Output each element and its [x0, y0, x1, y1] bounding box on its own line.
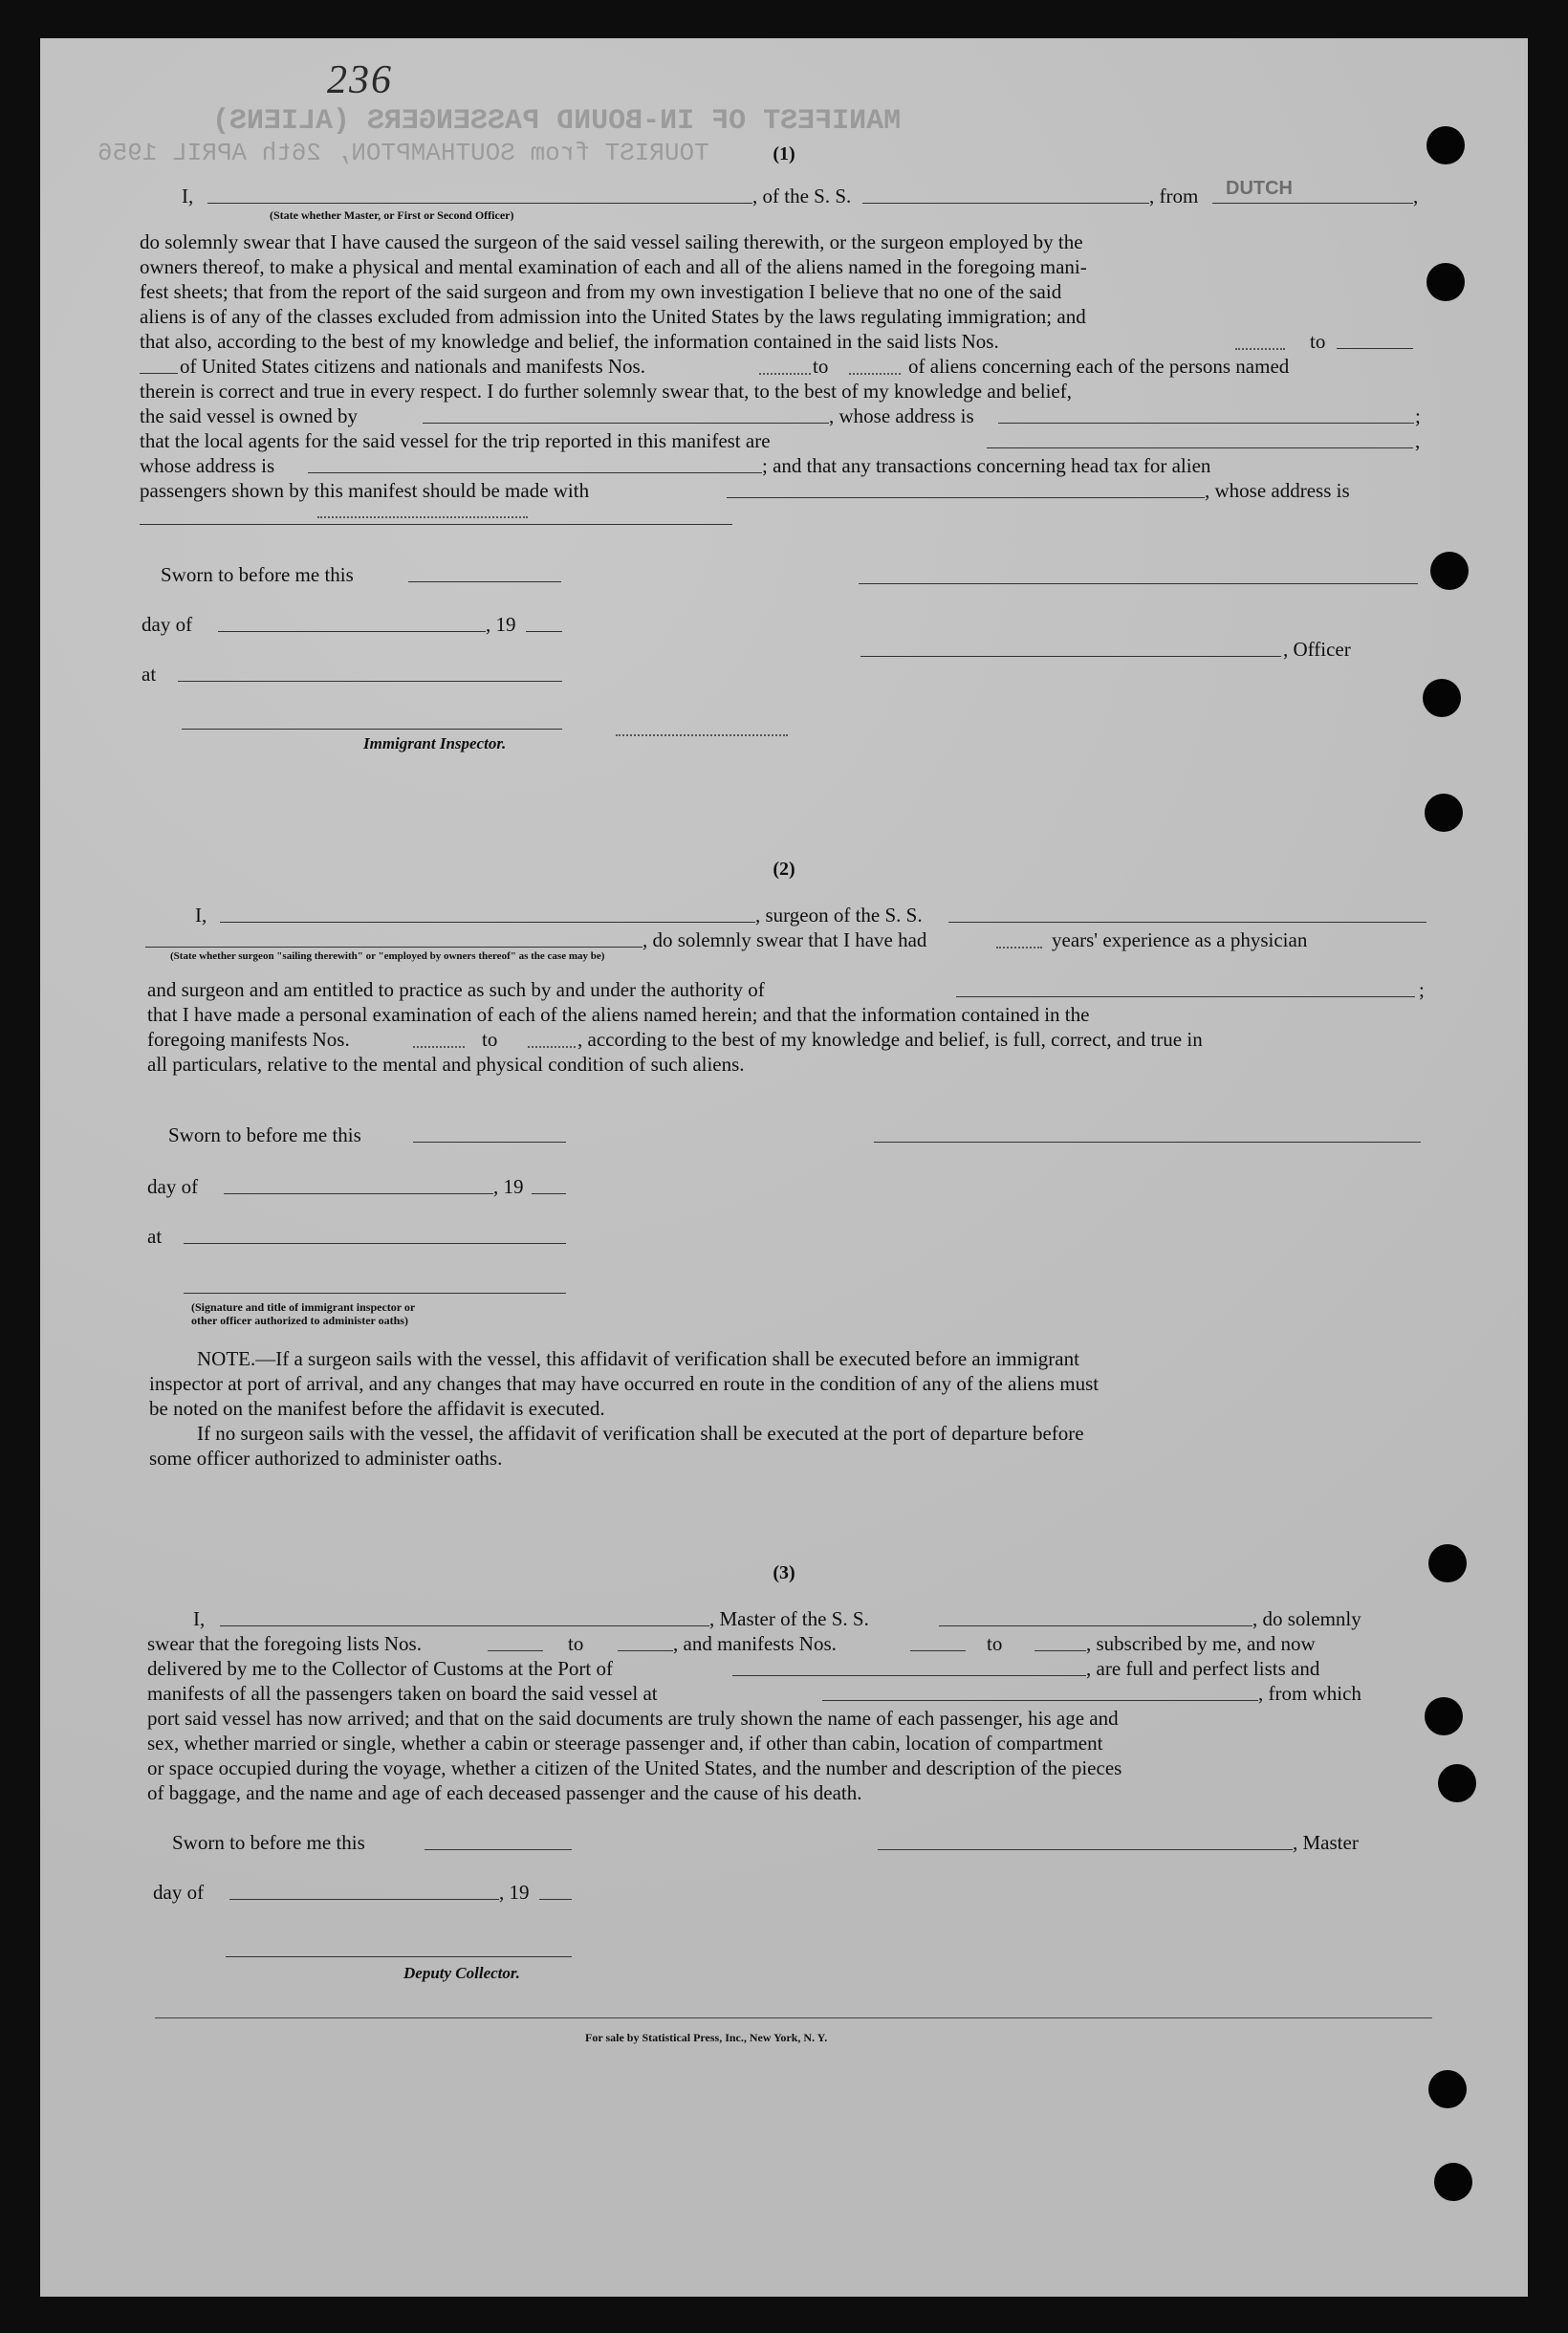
s1-intro-i: I, — [182, 185, 194, 207]
note-line-3: be noted on the manifest before the affidavit is executed. — [149, 1397, 605, 1420]
s1-line-j1: whose address is — [140, 454, 275, 477]
s2-line-c3: , according to the best of my knowledge and belief, is full, correct, and true in — [577, 1028, 1203, 1051]
s2-manifests-to-field[interactable] — [528, 1046, 576, 1048]
s2-at-field[interactable] — [184, 1243, 566, 1244]
binder-hole — [1438, 1764, 1476, 1802]
s3-l2e: , subscribed by me, and now — [1086, 1632, 1316, 1655]
note-line-1: NOTE.—If a surgeon sails with the vessel, this affidavit of verification shall be executed before an immigrant — [197, 1347, 1079, 1370]
s1-line-g: therein is correct and true in every respect. I do further solemnly swear that, to the best of my knowledge and belief, — [140, 380, 1072, 403]
s1-line-k1: passengers shown by this manifest should be made with — [140, 479, 590, 502]
s1-of-ss: , of the S. S. — [752, 185, 852, 207]
s3-l6: sex, whether married or single, whether a cabin or steerage passenger and, if other than cabin, location of compartment — [147, 1732, 1103, 1755]
s1-dotted-mark — [616, 734, 788, 736]
s3-l2c: , and manifests Nos. — [673, 1632, 837, 1655]
s3-year-field[interactable] — [539, 1899, 572, 1900]
s1-from-value: DUTCH — [1226, 178, 1293, 199]
s1-sworn-day-field[interactable] — [408, 581, 561, 582]
s3-master-of: , Master of the S. S. — [709, 1607, 869, 1630]
s2-manifests-from-field[interactable] — [413, 1046, 465, 1048]
s2-authority-field[interactable] — [956, 996, 1415, 997]
s1-sworn: Sworn to before me this — [161, 563, 354, 586]
s1-head-tax-address-field[interactable] — [317, 516, 528, 518]
s1-owner-address-field[interactable] — [998, 423, 1414, 424]
s1-line-d: aliens is of any of the classes excluded from admission into the United States by the laws regulating immigration; and — [140, 305, 1086, 328]
s1-line-e2: to — [1310, 330, 1326, 353]
s2-nineteen: , 19 — [493, 1175, 524, 1198]
binder-hole — [1434, 2163, 1472, 2201]
s3-l3a: delivered by me to the Collector of Customs at the Port of — [147, 1657, 613, 1680]
s2-day-of: day of — [147, 1175, 199, 1198]
s1-from: , from — [1149, 185, 1199, 207]
s1-blank-left[interactable] — [140, 373, 178, 374]
s2-at: at — [147, 1225, 163, 1248]
s1-lists-from-field[interactable] — [1235, 348, 1285, 350]
s3-name-field[interactable] — [220, 1625, 709, 1626]
note-line-4: If no surgeon sails with the vessel, the affidavit of verification shall be executed at the port of departure before — [197, 1422, 1084, 1445]
s1-lists-to-field[interactable] — [1337, 348, 1413, 349]
s1-name-field[interactable] — [207, 203, 752, 204]
s1-line-i2: , — [1415, 429, 1421, 452]
s1-inspector-signature-field[interactable] — [182, 729, 562, 730]
s3-l8: of baggage, and the name and age of each deceased passenger and the cause of his death. — [147, 1781, 862, 1804]
s2-year-field[interactable] — [532, 1193, 566, 1194]
s2-line-a2: ; — [1419, 978, 1425, 1001]
binder-hole — [1426, 263, 1465, 301]
s1-month-field[interactable] — [218, 631, 486, 632]
s1-manifests-from-field[interactable] — [759, 373, 811, 375]
s1-line-h2: , whose address is — [829, 404, 974, 427]
s3-manifests-to-field[interactable] — [1034, 1650, 1086, 1651]
footer-rule — [155, 2017, 1432, 2018]
s2-swear: , do solemnly swear that I have had — [642, 928, 927, 951]
s3-deputy-label: Deputy Collector. — [403, 1964, 520, 1982]
s1-from-field[interactable] — [1212, 203, 1413, 204]
s2-years: years' experience as a physician — [1052, 928, 1308, 951]
s1-head-tax-field[interactable] — [727, 497, 1205, 498]
s3-l2d: to — [987, 1632, 1003, 1655]
s2-surgeon-signature-field[interactable] — [874, 1142, 1421, 1143]
bleedthrough-line-1: MANIFEST OF IN-BOUND PASSENGERS (ALIENS) — [212, 105, 902, 138]
s1-line-c: fest sheets; that from the report of the said surgeon and from my own investigation I believe that no one of the said — [140, 280, 1062, 303]
s3-master-label: , Master — [1293, 1831, 1359, 1854]
binder-hole — [1425, 794, 1463, 832]
s3-do-solemnly: , do solemnly — [1252, 1607, 1361, 1630]
s3-l7: or space occupied during the voyage, whether a citizen of the United States, and the number and description of the pieces — [147, 1756, 1122, 1779]
s3-master-signature-field[interactable] — [878, 1849, 1293, 1850]
s1-line-e1: that also, according to the best of my knowledge and belief, the information contained in the said lists Nos. — [140, 330, 999, 353]
s3-day-of: day of — [153, 1881, 205, 1904]
s1-agents-address-field[interactable] — [308, 472, 762, 473]
s3-lists-to-field[interactable] — [618, 1650, 673, 1651]
s1-at: at — [142, 663, 157, 686]
footer-publisher: For sale by Statistical Press, Inc., New York, N. Y. — [585, 2031, 828, 2044]
section-1-heading: (1) — [773, 143, 795, 164]
s3-lists-from-field[interactable] — [488, 1650, 543, 1651]
s2-line-c1: foregoing manifests Nos. — [147, 1028, 350, 1051]
s1-manifests-to-field[interactable] — [849, 373, 901, 375]
note-line-5: some officer authorized to administer oaths. — [149, 1447, 503, 1470]
s2-intro-i: I, — [195, 904, 207, 927]
s2-inspector-signature-field[interactable] — [184, 1293, 566, 1294]
s1-line-i1: that the local agents for the said vessel for the trip reported in this manifest are — [140, 429, 771, 452]
s2-line-a1: and surgeon and am entitled to practice as such by and under the authority of — [147, 978, 765, 1001]
bleedthrough-line-2: TOURIST from SOUTHAMPTON, 26th APRIL 1956 — [98, 139, 709, 167]
s1-year-field[interactable] — [526, 631, 562, 632]
section-2-heading: (2) — [773, 859, 795, 880]
s3-sworn-day-field[interactable] — [425, 1849, 572, 1850]
s1-state-note: (State whether Master, or First or Second Officer) — [270, 208, 514, 222]
binder-hole — [1425, 1697, 1463, 1735]
s3-l5: port said vessel has now arrived; and that on the said documents are truly shown the name of each passenger, his age and — [147, 1707, 1119, 1730]
s3-manifests-from-field[interactable] — [910, 1650, 966, 1651]
s3-l2a: swear that the foregoing lists Nos. — [147, 1632, 422, 1655]
binder-hole — [1428, 2070, 1467, 2108]
s2-sig-note-2: other officer authorized to administer oaths) — [191, 1314, 408, 1327]
section-3-heading: (3) — [773, 1562, 795, 1583]
s1-line-h1: the said vessel is owned by — [140, 404, 359, 427]
s1-line-k2: , whose address is — [1205, 479, 1350, 502]
s3-nineteen: , 19 — [499, 1881, 530, 1904]
s3-deputy-signature-field[interactable] — [226, 1956, 572, 1957]
s2-sworn-day-field[interactable] — [413, 1142, 566, 1143]
s3-port-field[interactable] — [732, 1675, 1086, 1676]
s2-sworn: Sworn to before me this — [168, 1123, 361, 1146]
s1-line-a: do solemnly swear that I have caused the surgeon of the said vessel sailing therewith, or the surgeon employed by the — [140, 230, 1083, 253]
s2-sig-note-1: (Signature and title of immigrant inspector or — [191, 1300, 416, 1314]
s1-line-f3: of aliens concerning each of the persons named — [908, 355, 1290, 378]
s1-officer-label: , Officer — [1283, 638, 1351, 661]
s3-month-field[interactable] — [229, 1899, 499, 1900]
s2-surgeon-type-field[interactable] — [145, 947, 642, 948]
s1-owner-field[interactable] — [423, 423, 829, 424]
s3-departure-field[interactable] — [822, 1700, 1258, 1701]
binder-hole — [1423, 679, 1461, 717]
form-sheet: 236 MANIFEST OF IN-BOUND PASSENGERS (ALIENS) TOURIST from SOUTHAMPTON, 26th APRIL 1956 (1) I, , of the S. S. , from DUTCH , (State whether Master, or First or Second Officer) do solemnly swear that I have caused the surgeon of the said vessel sailing therewith, or the surgeon employed by the owners thereof, to make a physical and mental examination of each and all of the aliens named in the foregoing mani- fest sheets; that from the report of the said surgeon and from my own investigation I believe that no one of the said aliens is of any of the classes excluded from admission into the United States by the laws regulating immigration; and that also, according to the best of my knowledge and belief, the information contained in the said lists Nos. to of United States citizens and nationals and manifests Nos. to of aliens concerning each of the persons named therein is correct and true in every respect. I do further solemnly swear that, to the best of my knowledge and belief, the said vessel is owned by , whose address is ; that the local agents for the said vessel for the trip reported in this manifest are , whose address is ; and that any transactions concerning head tax for alien passengers shown by this manifest should be made with , whose address is Sworn to before me this day of , 19 at Immigrant Inspector. , Officer (2) I, , surgeon of the S. S. , do solemnly swear that I have had years' experience as a physician (State whether surgeon "sailing therewith" or "employed by owners thereof" as the case may be) and surgeon and am entitled to practice as such by and under the authority of ; that I have made a personal examination of each of the aliens named herein; and that the information contained in the foregoing manifests Nos. to , according to the best of my knowledge and belief, is full, correct, and true in all particulars, relative to the mental and physical condition of such aliens. Sworn to before me this day of , 19 at (Signature and title of immigrant inspector or other officer authorized to administer oaths) NOTE.—If a surgeon sails with the vessel, this affidavit of verification shall be executed before an immigrant inspector at port of arrival, and any changes that may have occurred en route in the condition of any of the aliens must be noted on the manifest before the affidavit is executed. If no surgeon sails with the vessel, the affidavit of verification shall be executed at the port of departure before some officer authorized to administer oaths. (3) I, , Master of the S. S. , do solemnly swear that the foregoing lists Nos. to , and manifests Nos. to , subscribed by me, and now delivered by me to the Collector of Customs at the Port of , are full and perfect lists and manifests of all the passengers taken on board the said vessel at , from which port said vessel has now arrived; and that on the said documents are truly shown the name of each passenger, his age and sex, whether married or single, whether a cabin or steerage passenger and, if other than cabin, location of compartment or space occupied during the voyage, whether a citizen of the United States, and the number and description of the pieces of baggage, and the name and age of each deceased passenger and the cause of his death. Sworn to before me this , Master day of , 19 Deputy Collector. For sale by Statistical Press, Inc., New York, N. Y. — [40, 38, 1528, 2297]
s1-nineteen: , 19 — [486, 613, 516, 636]
s1-officer-line-upper[interactable] — [859, 583, 1418, 584]
s1-line-j2: ; and that any transactions concerning head tax for alien — [762, 454, 1211, 477]
handwritten-page-number: 236 — [327, 58, 393, 102]
s3-intro-i: I, — [193, 1607, 206, 1630]
s2-month-field[interactable] — [224, 1193, 493, 1194]
s2-surgeon-of: , surgeon of the S. S. — [755, 904, 923, 927]
s3-l4a: manifests of all the passengers taken on board the said vessel at — [147, 1682, 658, 1705]
s1-line-b: owners thereof, to make a physical and mental examination of each and all of the aliens named in the foregoing mani- — [140, 255, 1087, 278]
s1-line-f2: to — [813, 355, 829, 378]
s1-ship-field[interactable] — [862, 203, 1149, 204]
s3-sworn: Sworn to before me this — [172, 1831, 365, 1854]
s2-state-note: (State whether surgeon "sailing therewith" or "employed by owners thereof" as the case may be) — [170, 950, 605, 962]
s2-ship-field[interactable] — [948, 922, 1426, 923]
s2-name-field[interactable] — [220, 922, 755, 923]
s3-ship-field[interactable] — [939, 1625, 1252, 1626]
s1-inspector-label: Immigrant Inspector. — [363, 734, 507, 752]
note-line-2: inspector at port of arrival, and any changes that may have occurred en route in the condition of any of the aliens must — [149, 1372, 1100, 1395]
s1-head-tax-address-line[interactable] — [140, 524, 732, 525]
s2-line-c2: to — [482, 1028, 498, 1051]
s2-line-d: all particulars, relative to the mental and physical condition of such aliens. — [147, 1053, 745, 1076]
s3-l3b: , are full and perfect lists and — [1086, 1657, 1320, 1680]
s2-years-field[interactable] — [996, 947, 1042, 948]
s1-line-f1: of United States citizens and nationals and manifests Nos. — [180, 355, 645, 378]
binder-hole — [1430, 552, 1469, 590]
s3-l4b: , from which — [1258, 1682, 1361, 1705]
s1-line-h3: ; — [1415, 404, 1421, 427]
s1-day-of: day of — [142, 613, 193, 636]
s1-agents-field[interactable] — [987, 447, 1413, 448]
s1-officer-signature-field[interactable] — [860, 656, 1281, 657]
s3-l2b: to — [568, 1632, 584, 1655]
s1-at-field[interactable] — [178, 681, 562, 682]
s2-line-b: that I have made a personal examination of each of the aliens named herein; and that the information contained in the — [147, 1003, 1090, 1026]
